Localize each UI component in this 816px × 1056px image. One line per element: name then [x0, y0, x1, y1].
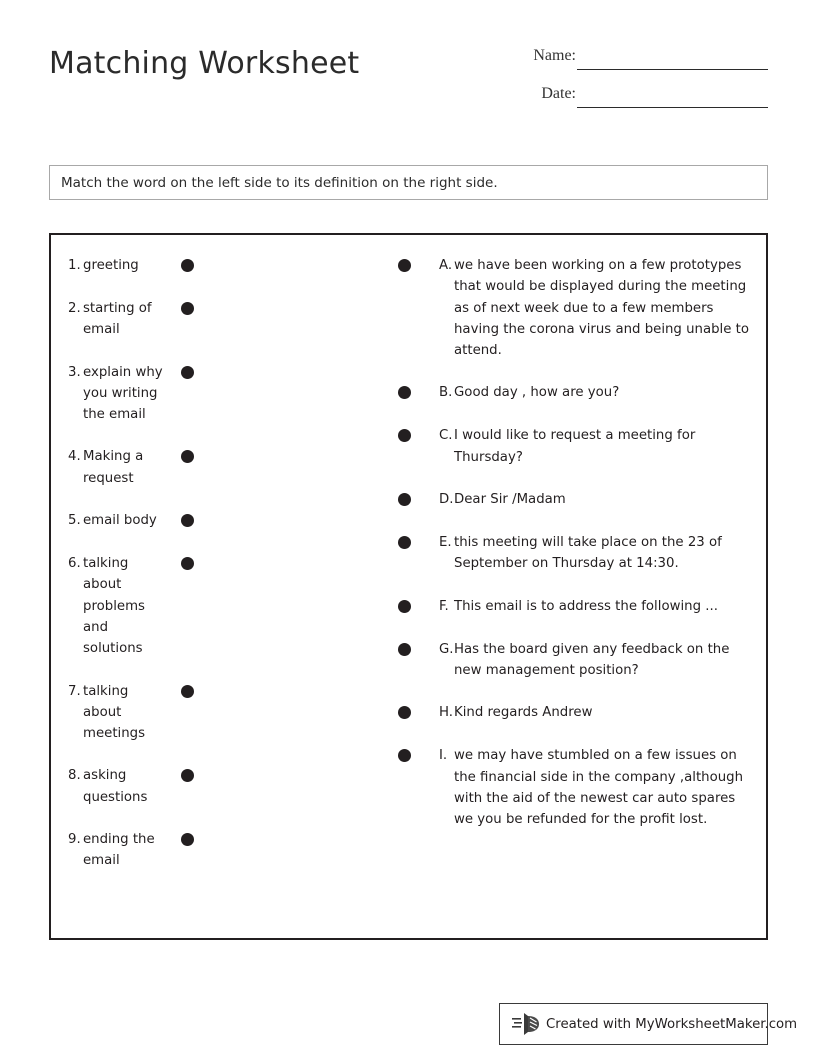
left-item-number: 3.	[68, 364, 81, 380]
list-item[interactable]	[387, 639, 770, 682]
left-item-label: starting of email	[83, 301, 152, 338]
list-item[interactable]	[51, 362, 251, 426]
left-item-text	[68, 298, 168, 341]
right-item-letter: I.	[439, 748, 448, 764]
right-item-text	[439, 745, 757, 830]
right-item-definition: this meeting will take place on the 23 of September on Thursday at 14:30.	[454, 535, 722, 572]
right-item-definition: Good day , how are you?	[454, 385, 620, 401]
list-item[interactable]	[51, 553, 251, 659]
match-dot[interactable]	[398, 493, 411, 506]
name-label: Name:	[533, 47, 576, 64]
right-item-definition: we may have stumbled on a few issues on the financial side in the company ,although with the aid of the newest car auto spares we you be refunded for the profit lost.	[454, 748, 744, 828]
list-item[interactable]	[387, 425, 770, 468]
left-item-label: talking about meetings	[83, 683, 146, 742]
right-item-text	[439, 425, 757, 468]
matching-area	[49, 233, 768, 940]
match-dot[interactable]	[181, 557, 194, 570]
match-dot[interactable]	[181, 685, 194, 698]
left-item-text	[68, 255, 168, 276]
worksheet-header	[49, 42, 768, 122]
left-item-number: 9.	[68, 832, 81, 848]
right-item-text	[439, 639, 757, 682]
list-item[interactable]	[387, 745, 770, 830]
match-dot[interactable]	[181, 302, 194, 315]
page-title: Matching Worksheet	[49, 46, 360, 81]
left-item-number: 4.	[68, 449, 81, 465]
match-dot[interactable]	[181, 450, 194, 463]
left-item-label: talking about problems and solutions	[83, 556, 145, 657]
badge-label: Created with MyWorksheetMaker.com	[546, 1016, 798, 1032]
list-item[interactable]	[387, 532, 770, 575]
left-item-label: Making a request	[83, 449, 144, 486]
right-item-letter: C.	[439, 428, 453, 444]
flying-page-icon	[512, 1011, 542, 1037]
left-item-text	[68, 510, 168, 531]
date-write-line[interactable]	[577, 107, 768, 108]
match-dot[interactable]	[398, 749, 411, 762]
right-item-letter: A.	[439, 258, 453, 273]
left-item-text	[68, 765, 168, 808]
match-dot[interactable]	[181, 833, 194, 846]
list-item[interactable]	[51, 255, 251, 277]
match-dot[interactable]	[398, 600, 411, 613]
match-dot[interactable]	[181, 366, 194, 379]
right-item-text	[439, 532, 757, 575]
match-dot[interactable]	[181, 769, 194, 782]
right-column	[387, 235, 770, 851]
list-item[interactable]	[51, 298, 251, 341]
list-item[interactable]	[51, 829, 251, 872]
list-item[interactable]	[387, 382, 770, 404]
left-item-label: explain why you writing the email	[83, 364, 163, 423]
left-item-text	[68, 829, 168, 872]
instruction-box	[49, 165, 768, 200]
match-dot[interactable]	[398, 536, 411, 549]
list-item[interactable]	[51, 446, 251, 489]
match-dot[interactable]	[398, 706, 411, 719]
left-item-label: asking questions	[83, 768, 148, 805]
right-item-definition: This email is to address the following ...	[454, 598, 718, 614]
date-row	[468, 80, 768, 118]
right-item-definition: Has the board given any feedback on the new management position?	[454, 641, 730, 678]
left-column	[51, 235, 251, 893]
right-item-letter: H.	[439, 705, 453, 721]
right-item-letter: E.	[439, 535, 452, 551]
name-write-line[interactable]	[577, 69, 768, 70]
left-item-label: ending the email	[83, 832, 155, 869]
right-item-letter: D.	[439, 492, 454, 508]
left-item-label: email body	[83, 513, 157, 529]
left-item-text	[68, 362, 168, 426]
left-item-text	[68, 681, 168, 745]
right-item-letter: B.	[439, 385, 453, 401]
list-item[interactable]	[51, 765, 251, 808]
left-item-label: greeting	[83, 258, 139, 273]
match-dot[interactable]	[398, 429, 411, 442]
left-item-text	[68, 446, 168, 489]
match-dot[interactable]	[181, 259, 194, 272]
right-item-definition: Kind regards Andrew	[454, 705, 593, 721]
list-item[interactable]	[51, 510, 251, 532]
date-label: Date:	[541, 85, 576, 102]
left-item-number: 2.	[68, 301, 81, 316]
left-item-number: 1.	[68, 258, 81, 273]
right-item-definition: we have been working on a few prototypes that would be displayed during the meeting as of next week due to a few members having the corona virus and being unable to attend.	[454, 258, 749, 359]
name-row	[468, 42, 768, 80]
instruction-text: Match the word on the left side to its definition on the right side.	[61, 174, 498, 191]
right-item-text	[439, 489, 757, 510]
right-item-text	[439, 596, 757, 617]
right-item-text	[439, 702, 757, 723]
left-item-number: 5.	[68, 513, 81, 529]
created-with-badge[interactable]	[499, 1003, 798, 1045]
list-item[interactable]	[387, 702, 770, 724]
list-item[interactable]	[51, 681, 251, 745]
right-item-definition: I would like to request a meeting for Thursday?	[454, 428, 696, 465]
right-item-definition: Dear Sir /Madam	[454, 492, 566, 508]
match-dot[interactable]	[398, 386, 411, 399]
name-date-group	[468, 42, 768, 118]
right-item-letter: F.	[439, 598, 449, 614]
list-item[interactable]	[387, 255, 770, 361]
right-item-letter: G.	[439, 641, 454, 657]
left-item-number: 7.	[68, 683, 81, 699]
match-dot[interactable]	[181, 514, 194, 527]
right-item-text	[439, 382, 757, 403]
left-item-number: 8.	[68, 768, 81, 784]
left-item-text	[68, 553, 168, 659]
match-dot[interactable]	[398, 643, 411, 656]
right-item-text	[439, 255, 757, 361]
match-dot[interactable]	[398, 259, 411, 272]
list-item[interactable]	[387, 489, 770, 511]
list-item[interactable]	[387, 596, 770, 618]
left-item-number: 6.	[68, 556, 81, 572]
